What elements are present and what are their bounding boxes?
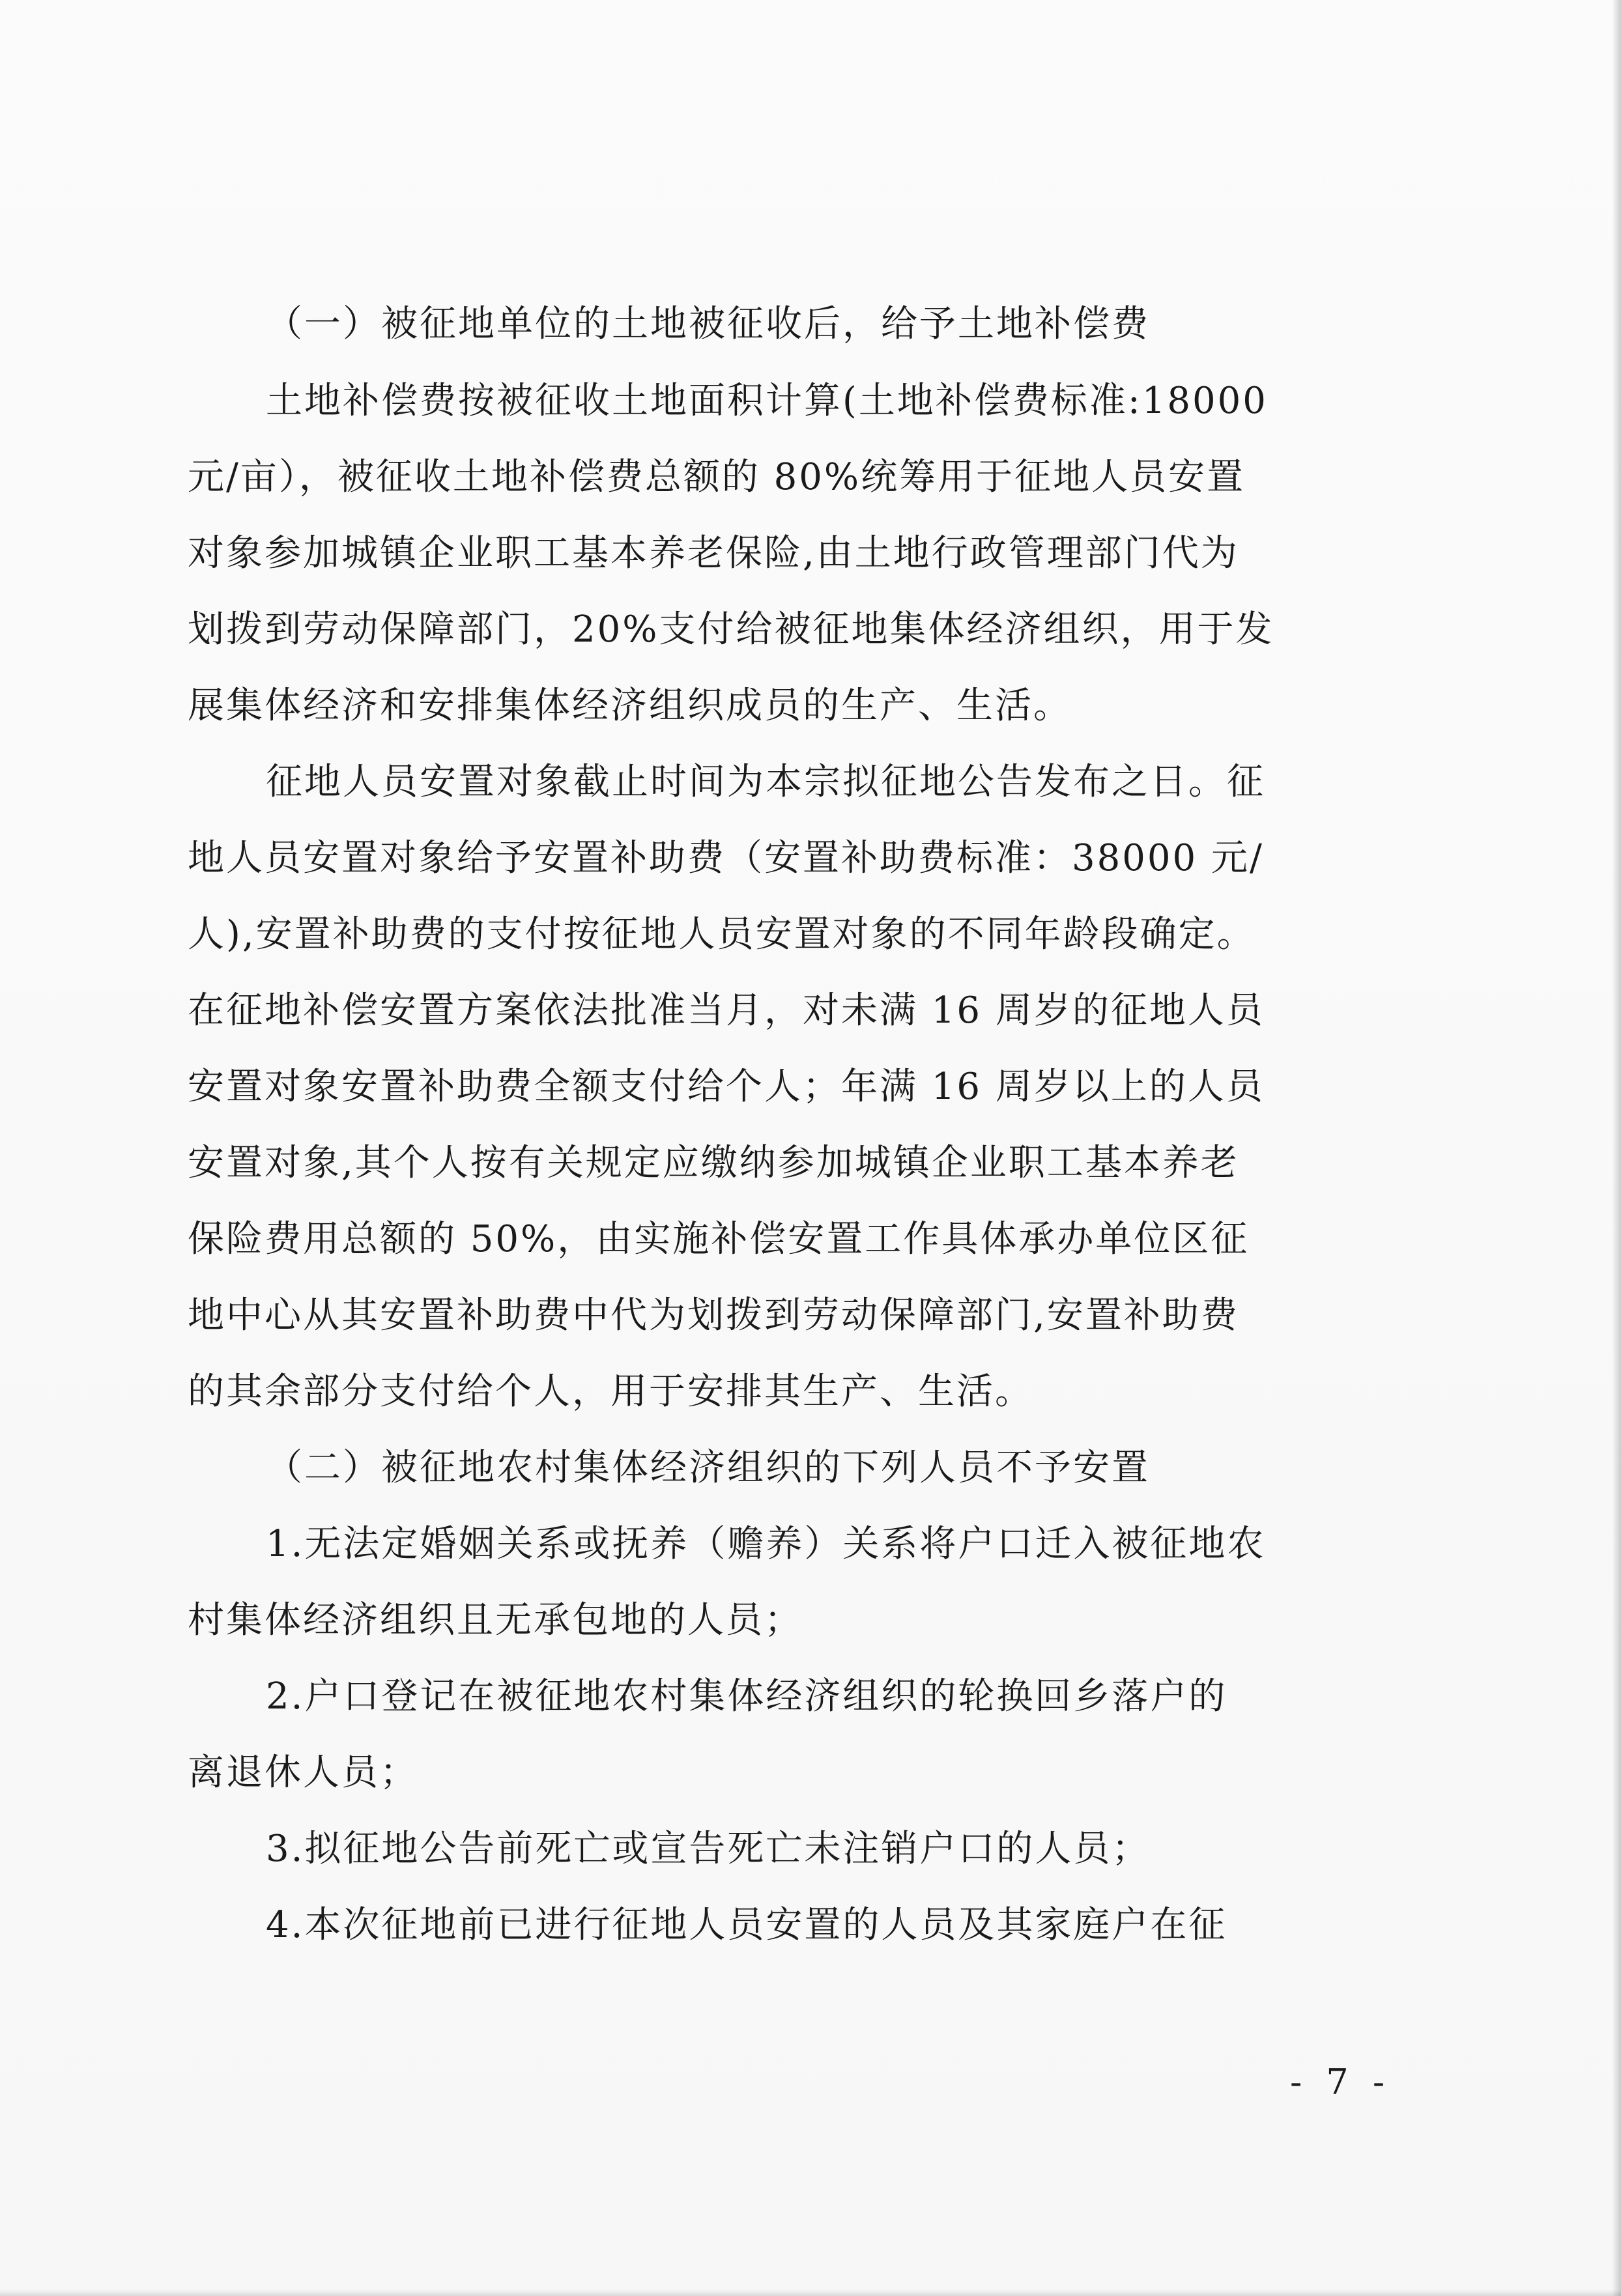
paragraph-2-line-1: 征地人员安置对象截止时间为本宗拟征地公告发布之日。征 [266, 761, 1265, 803]
paragraph-1-line-2: 元/亩），被征收土地补偿费总额的 80%统筹用于征地人员安置 [188, 456, 1246, 498]
paragraph-1-line-1: 土地补偿费按被征收土地面积计算(土地补偿费标准:18000 [266, 380, 1268, 422]
paragraph-2-line-2: 地人员安置对象给予安置补助费（安置补助费标准：38000 元/ [188, 837, 1264, 879]
list-item-2-line-1: 2.户口登记在被征地农村集体经济组织的轮换回乡落户的 [266, 1675, 1227, 1718]
paragraph-2-line-4: 在征地补偿安置方案依法批准当月，对未满 16 周岁的征地人员 [188, 989, 1265, 1032]
paragraph-1-line-3: 对象参加城镇企业职工基本养老保险,由土地行政管理部门代为 [188, 532, 1239, 574]
paragraph-2-line-3: 人),安置补助费的支付按征地人员安置对象的不同年龄段确定。 [188, 913, 1255, 956]
list-item-1-line-2: 村集体经济组织且无承包地的人员； [188, 1599, 803, 1641]
paragraph-2-line-7: 保险费用总额的 50%，由实施补偿安置工作具体承办单位区征 [188, 1218, 1250, 1260]
paragraph-1-line-4: 划拨到劳动保障部门，20%支付给被征地集体经济组织，用于发 [188, 608, 1274, 651]
list-item-4-line-1: 4.本次征地前已进行征地人员安置的人员及其家庭户在征 [266, 1904, 1227, 1946]
list-item-2-line-2: 离退休人员； [188, 1751, 418, 1794]
scan-edge-right [1612, 0, 1621, 2296]
paragraph-2-line-9: 的其余部分支付给个人，用于安排其生产、生活。 [188, 1370, 1033, 1413]
page-number: - 7 - [1290, 2062, 1392, 2103]
paragraph-2-line-6: 安置对象,其个人按有关规定应缴纳参加城镇企业职工基本养老 [188, 1142, 1239, 1184]
list-item-3-line-1: 3.拟征地公告前死亡或宣告死亡未注销户口的人员； [266, 1828, 1151, 1870]
paragraph-2-line-8: 地中心从其安置补助费中代为划拨到劳动保障部门,安置补助费 [188, 1294, 1239, 1337]
paragraph-2-line-5: 安置对象安置补助费全额支付给个人；年满 16 周岁以上的人员 [188, 1066, 1265, 1108]
paragraph-1-line-5: 展集体经济和安排集体经济组织成员的生产、生活。 [188, 685, 1072, 727]
scan-edge-bottom [0, 2289, 1621, 2296]
section-heading-1: （一）被征地单位的土地被征收后，给予土地补偿费 [266, 303, 1150, 345]
section-heading-2: （二）被征地农村集体经济组织的下列人员不予安置 [266, 1447, 1150, 1489]
list-item-1-line-1: 1.无法定婚姻关系或抚养（赡养）关系将户口迁入被征地农 [266, 1523, 1266, 1565]
